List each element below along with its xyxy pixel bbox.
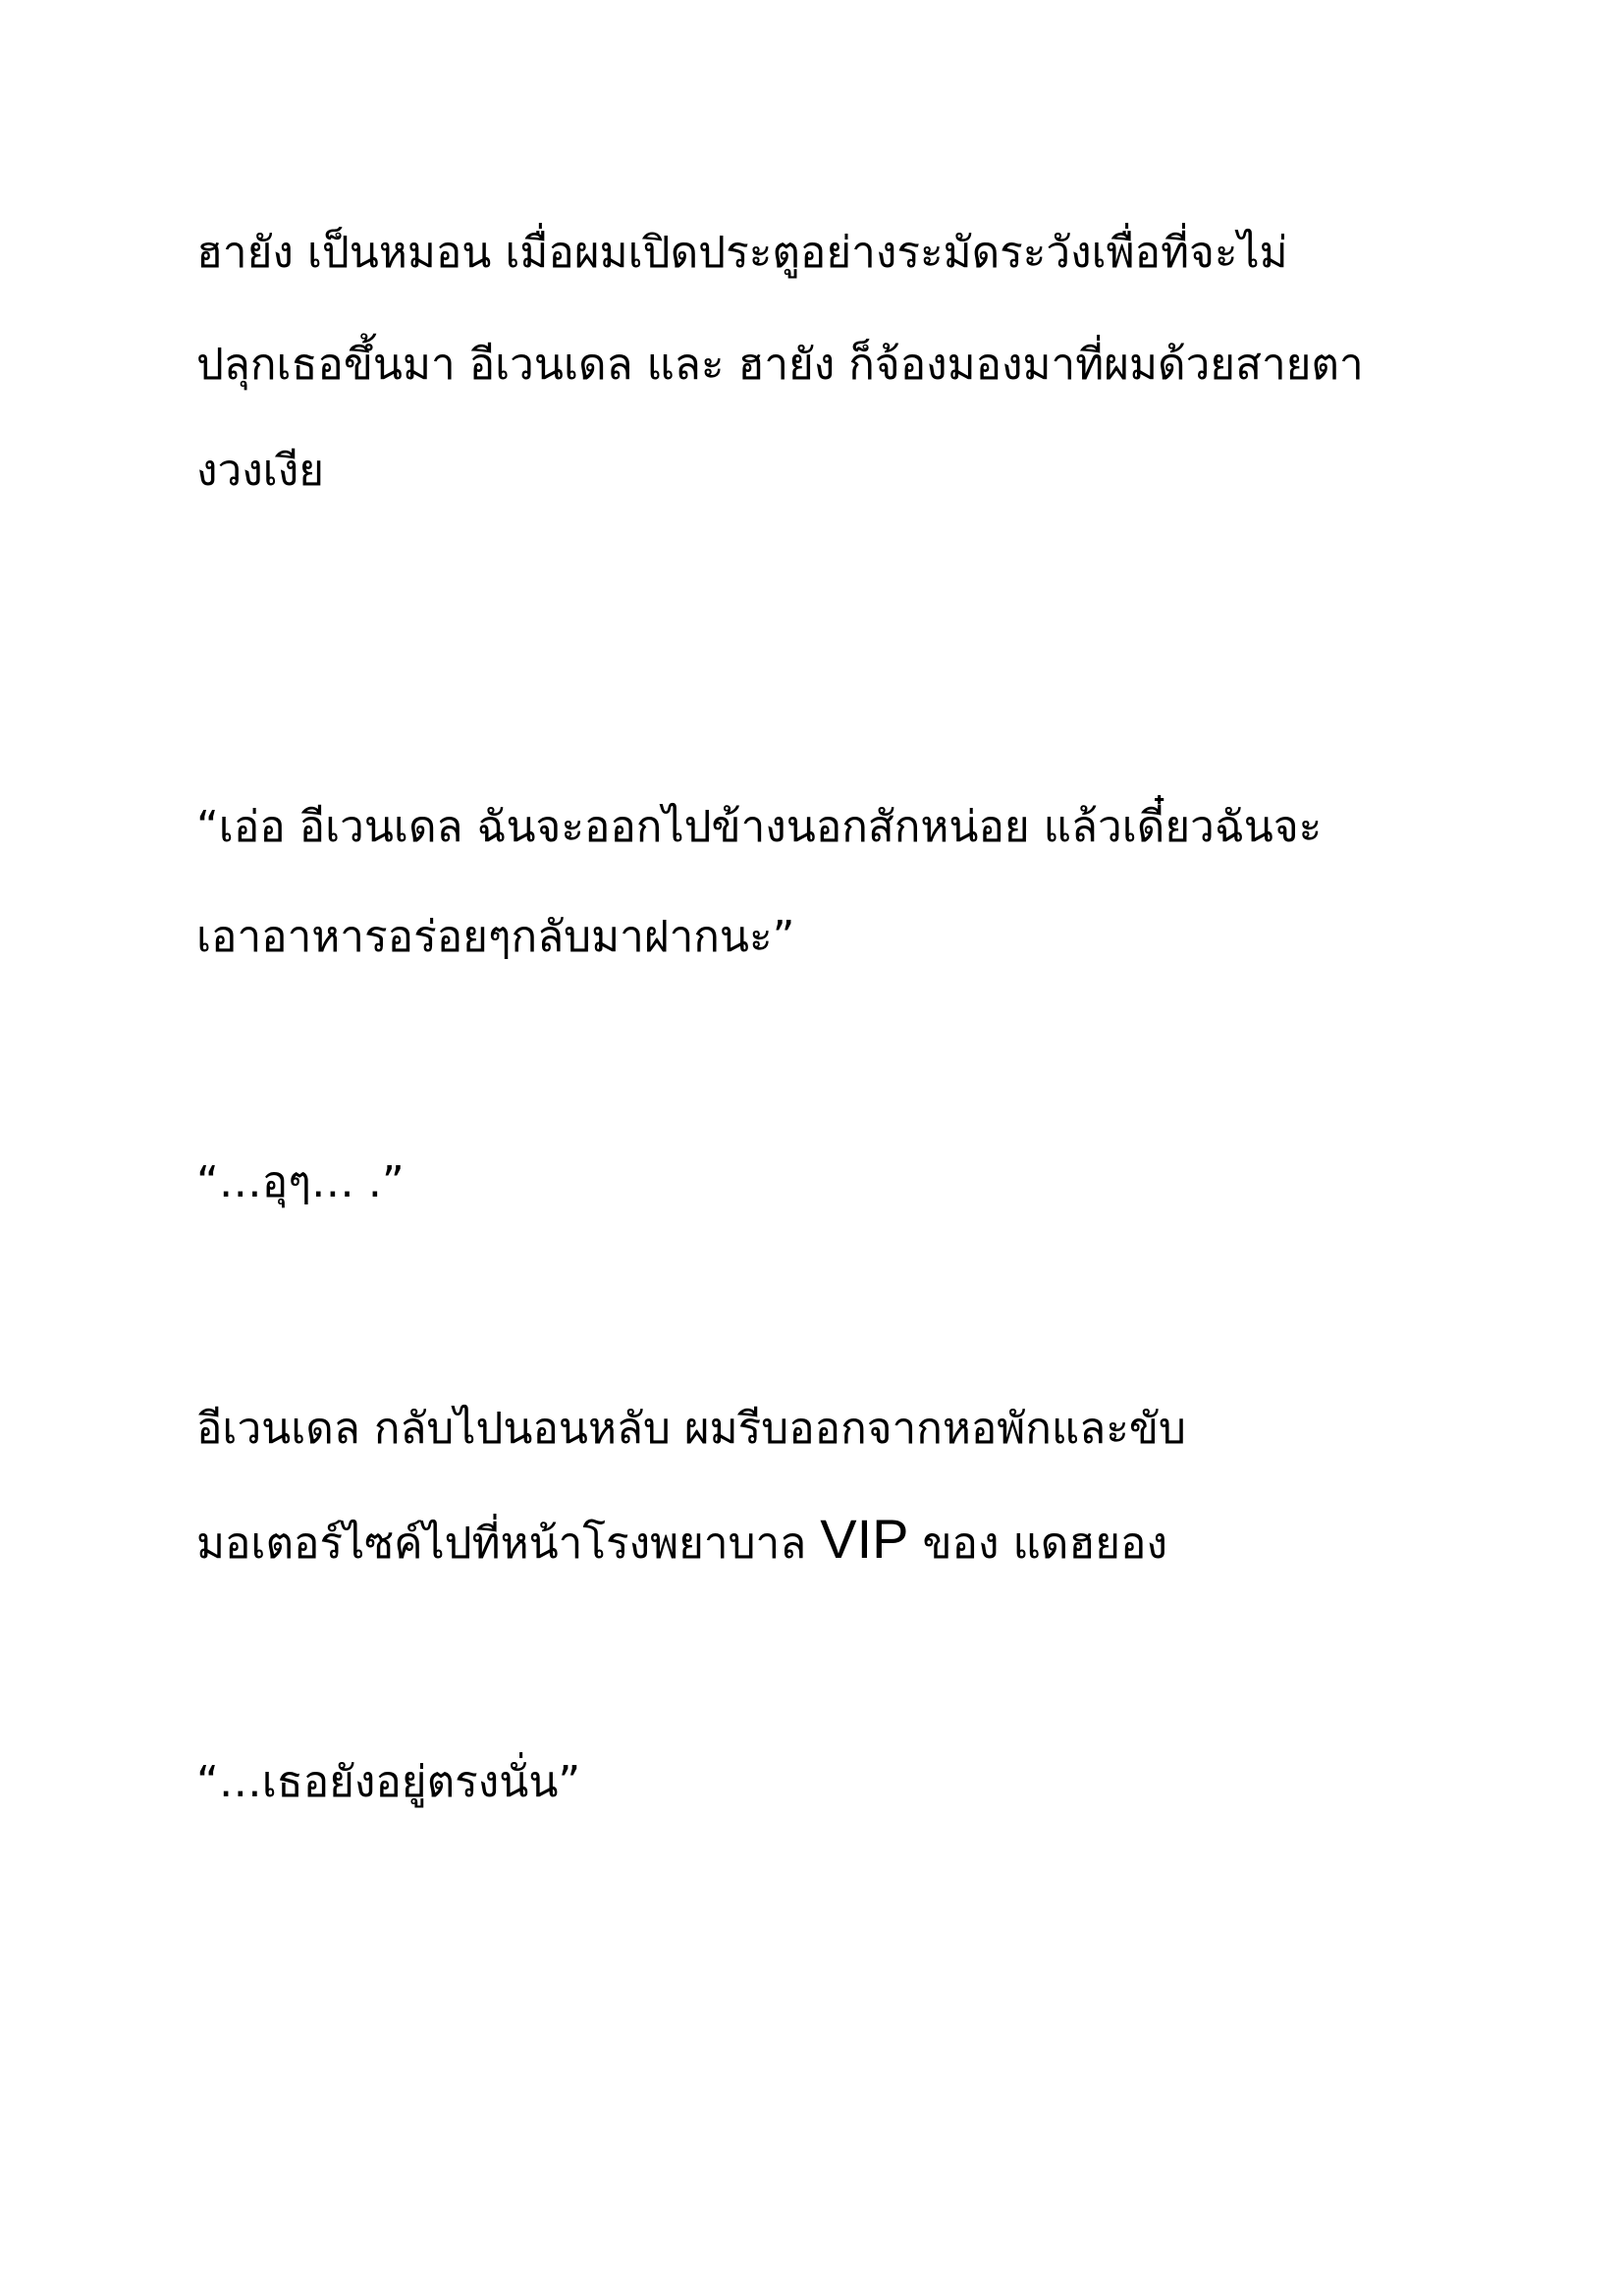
paragraph-3-line-1: “…อุๆ… .” xyxy=(196,1157,405,1207)
vip-text: VIP xyxy=(820,1508,909,1570)
paragraph-2-line-2: เอาอาหารอร่อยๆกลับมาฝากนะ” xyxy=(196,912,795,962)
paragraph-4-line-2-before: มอเตอร์ไซค์ไปที่หน้าโรงพยาบาล xyxy=(196,1519,821,1569)
paragraph-1-line-3: งวงเงีย xyxy=(196,446,324,496)
paragraph-4-line-2 xyxy=(196,1510,1473,1574)
paragraph-1-line-2: ปลุกเธอขึ้นมา อีเวนเดล และ ฮายัง ก็จ้องมองมาที่ผมด้วยสายตา xyxy=(196,340,1364,390)
paragraph-4-line-2-after: ของ แดฮยอง xyxy=(908,1519,1167,1569)
paragraph-4-line-1: อีเวนเดล กลับไปนอนหลับ ผมรีบออกจากหอพักและขับ xyxy=(196,1404,1186,1454)
paragraph-2-line-1: “เอ่อ อีเวนเดล ฉันจะออกไปข้างนอกสักหน่อย แล้วเดี๋ยวฉันจะ xyxy=(196,802,1323,852)
paragraph-5-line-1: “…เธอยังอยู่ตรงนั่น” xyxy=(196,1757,581,1807)
paragraph-1-line-1: ฮายัง เป็นหมอน เมื่อผมเปิดประตูอย่างระมัดระวังเพื่อที่จะไม่ xyxy=(196,228,1288,278)
